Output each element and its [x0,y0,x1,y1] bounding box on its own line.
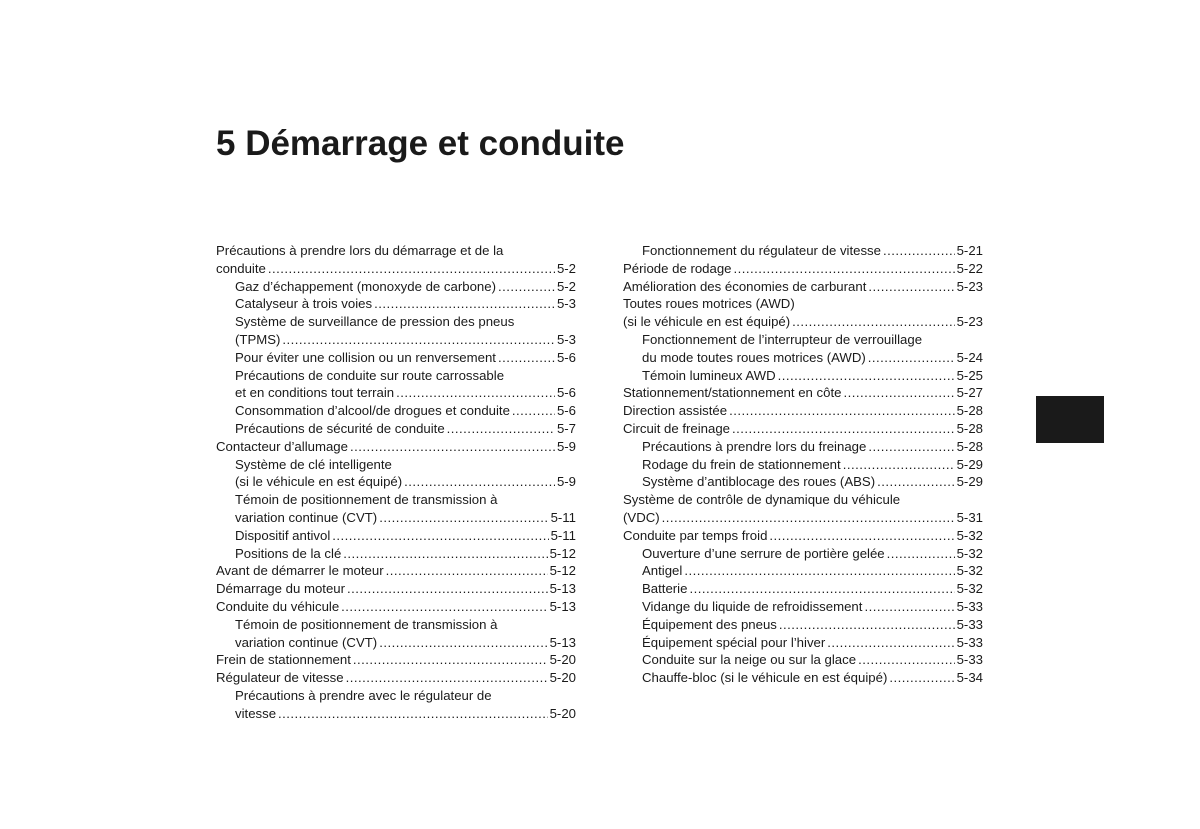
toc-entry-text: Fonctionnement de l’interrupteur de verrouillage [642,331,923,347]
toc-left-column [216,242,576,723]
toc-page-number: 5-11 [550,527,576,543]
dot-leader [729,402,955,420]
toc-page-number: 5-6 [556,385,576,401]
chapter-title: 5 Démarrage et conduite [216,124,625,163]
dot-leader [347,580,548,598]
dot-leader [350,438,555,456]
toc-entry[interactable] [623,456,983,474]
toc-entry-leader-line [216,669,576,687]
toc-entry-text: Équipement spécial pour l’hiver [642,634,826,650]
dot-leader [827,634,954,652]
dot-leader [447,420,555,438]
toc-entry-leader-line [235,634,576,652]
toc-page-number: 5-23 [956,278,983,294]
toc-entry-text: Circuit de freinage [623,420,731,436]
dot-leader [684,562,954,580]
toc-entry-leader-line [216,260,576,278]
toc-entry[interactable] [216,598,576,616]
toc-entry-text: Pour éviter une collision ou un renversement [235,349,496,365]
toc-entry-text: Rodage du frein de stationnement [642,456,841,472]
toc-entry[interactable] [216,402,576,420]
toc-entry[interactable] [623,242,983,260]
toc-page-number: 5-28 [956,403,983,419]
dot-leader [889,669,954,687]
dot-leader [341,598,547,616]
toc-entry-text: vitesse [235,705,277,721]
toc-entry-leader-line [235,545,576,563]
toc-page-number: 5-7 [556,420,576,436]
dot-leader [386,562,548,580]
toc-page-number: 5-12 [549,545,576,561]
toc-entry[interactable] [623,545,983,563]
toc-entry[interactable] [216,651,576,669]
toc-entry-leader-line [623,278,983,296]
dot-leader [883,242,955,260]
toc-entry-leader-line [216,562,576,580]
toc-entry[interactable] [623,295,983,331]
dot-leader [864,598,954,616]
toc-entry-text: Consommation d’alcool/de drogues et conduite [235,403,510,419]
dot-leader [498,278,555,296]
toc-entry-text: Conduite par temps froid [623,527,768,543]
toc-page-number: 5-13 [549,581,576,597]
toc-page-number: 5-23 [956,314,983,330]
toc-entry-leader-line [235,473,576,491]
toc-entry-text: Frein de stationnement [216,652,351,668]
dot-leader [778,367,955,385]
toc-page-number: 5-3 [556,331,576,347]
toc-entry-leader-line [623,420,983,438]
toc-page-number: 5-13 [549,598,576,614]
toc-entry[interactable] [623,651,983,669]
toc-entry-leader-line [623,260,983,278]
toc-entry-text: Stationnement/stationnement en côte [623,385,842,401]
toc-entry-text: Chauffe-bloc (si le véhicule en est équipé) [642,670,888,686]
toc-entry-text: Vidange du liquide de refroidissement [642,598,863,614]
toc-page-number: 5-3 [556,296,576,312]
toc-entry[interactable] [623,260,983,278]
toc-entry-text: Gaz d’échappement (monoxyde de carbone) [235,278,496,294]
toc-entry-leader-line [642,616,983,634]
dot-leader [868,349,955,367]
dot-leader [498,349,555,367]
toc-entry-text: (TPMS) [235,331,281,347]
chapter-thumb-tab [1036,396,1104,443]
dot-leader [332,527,548,545]
toc-page-number: 5-9 [556,438,576,454]
toc-entry-text: Conduite sur la neige ou sur la glace [642,652,857,668]
dot-leader [343,545,547,563]
toc-entry-leader-line [623,527,983,545]
toc-page-number: 5-13 [549,634,576,650]
toc-entry-text: variation continue (CVT) [235,509,378,525]
toc-page-number: 5-20 [549,670,576,686]
dot-leader [877,473,954,491]
toc-entry[interactable] [216,349,576,367]
toc-entry-text: Système de surveillance de pression des pneus [235,314,515,330]
toc-entry-leader-line [235,295,576,313]
toc-entry-leader-line [235,420,576,438]
toc-entry[interactable] [623,331,983,367]
toc-page-number: 5-12 [549,563,576,579]
toc-entry-leader-line [235,384,576,402]
dot-leader [379,509,548,527]
toc-entry[interactable] [216,580,576,598]
dot-leader [792,313,954,331]
toc-page-number: 5-21 [956,243,983,258]
toc-entry[interactable] [216,438,576,456]
dot-leader [268,260,555,278]
toc-entry[interactable] [216,278,576,296]
toc-page-number: 5-32 [956,581,983,597]
toc-entry-text: Ouverture d’une serrure de portière gelée [642,545,885,561]
toc-entry-text: Avant de démarrer le moteur [216,563,384,579]
dot-leader [868,438,954,456]
toc-entry[interactable] [623,438,983,456]
toc-page-number: 5-32 [956,527,983,543]
toc-entry-leader-line [235,527,576,545]
dot-leader [278,705,548,723]
toc-page-number: 5-34 [956,670,983,686]
toc-entry-leader-line [216,580,576,598]
toc-entry-text: Positions de la clé [235,545,342,561]
toc-entry-leader-line [642,349,983,367]
toc-entry[interactable] [216,242,576,278]
toc-page-number: 5-33 [956,634,983,650]
toc-entry-text: Démarrage du moteur [216,581,346,597]
toc-page-number: 5-33 [956,652,983,668]
toc-entry-leader-line [642,545,983,563]
toc-entry-text: du mode toutes roues motrices (AWD) [642,349,866,365]
dot-leader [379,634,547,652]
dot-leader [732,420,955,438]
toc-right-column [623,242,983,687]
toc-entry[interactable] [216,616,576,652]
dot-leader [689,580,954,598]
toc-page-number: 5-6 [556,403,576,419]
toc-entry-leader-line [623,402,983,420]
dot-leader [858,651,955,669]
toc-page-number: 5-27 [956,385,983,401]
toc-entry-text: variation continue (CVT) [235,634,378,650]
dot-leader [734,260,955,278]
dot-leader [868,278,954,296]
toc-entry[interactable] [623,402,983,420]
toc-entry-leader-line [642,242,983,260]
toc-entry-text: Batterie [642,581,688,597]
toc-entry[interactable] [623,473,983,491]
dot-leader [374,295,555,313]
toc-entry-leader-line [623,313,983,331]
toc-entry[interactable] [216,527,576,545]
toc-entry[interactable] [623,634,983,652]
toc-page-number: 5-33 [956,616,983,632]
dot-leader [282,331,555,349]
toc-entry-text: Toutes roues motrices (AWD) [623,296,795,312]
toc-entry-leader-line [216,651,576,669]
toc-page-number: 5-9 [556,474,576,490]
toc-page-number: 5-20 [549,652,576,668]
toc-entry-text: Antigel [642,563,683,579]
toc-entry-text: Direction assistée [623,403,728,419]
toc-entry-text: (VDC) [623,509,660,525]
dot-leader [662,509,955,527]
dot-leader [887,545,955,563]
toc-entry-text: Amélioration des économies de carburant [623,278,867,294]
toc-entry-leader-line [235,705,576,723]
dot-leader [779,616,955,634]
toc-entry-leader-line [623,384,983,402]
toc-entry-text: conduite [216,260,266,276]
toc-entry-text: Fonctionnement du régulateur de vitesse [642,243,881,258]
toc-entry-leader-line [235,402,576,420]
toc-entry[interactable] [216,669,576,687]
toc-page-number: 5-20 [549,705,576,721]
toc-entry[interactable] [216,545,576,563]
toc-entry-text: Dispositif antivol [235,527,331,543]
toc-entry[interactable] [216,491,576,527]
dot-leader [346,669,548,687]
toc-entry-text: (si le véhicule en est équipé) [623,314,791,330]
toc-entry-leader-line [235,349,576,367]
toc-entry-leader-line [642,562,983,580]
toc-entry-leader-line [642,438,983,456]
toc-entry-text: Précautions de sécurité de conduite [235,420,445,436]
toc-entry-leader-line [642,651,983,669]
toc-entry[interactable] [216,562,576,580]
toc-entry-text: Conduite du véhicule [216,598,340,614]
toc-entry[interactable] [623,562,983,580]
toc-entry-leader-line [642,634,983,652]
toc-entry[interactable] [623,580,983,598]
toc-page-number: 5-33 [956,598,983,614]
toc-entry[interactable] [623,384,983,402]
toc-entry[interactable] [623,491,983,527]
toc-entry-text: Précautions à prendre lors du démarrage et de la [216,243,504,258]
toc-page-number: 5-28 [956,420,983,436]
toc-entry-text: Système de contrôle de dynamique du véhicule [623,492,901,508]
toc-entry[interactable] [623,598,983,616]
toc-entry-text: (si le véhicule en est équipé) [235,474,403,490]
toc-page-number: 5-32 [956,563,983,579]
toc-page-number: 5-25 [956,367,983,383]
toc-page-number: 5-22 [956,260,983,276]
toc-entry-text: Témoin de positionnement de transmission à [235,492,498,508]
toc-entry-leader-line [235,509,576,527]
toc-entry-text: Période de rodage [623,260,732,276]
toc-page-number: 5-2 [556,278,576,294]
toc-entry-text: Témoin de positionnement de transmission à [235,616,498,632]
toc-entry[interactable] [623,669,983,687]
toc-page-number: 5-6 [556,349,576,365]
toc-entry-text: Équipement des pneus [642,616,777,632]
toc-entry[interactable] [216,313,576,349]
toc-page-number: 5-24 [956,349,983,365]
toc-entry-leader-line [216,438,576,456]
dot-leader [512,402,555,420]
toc-entry-text: Précautions de conduite sur route carrossable [235,367,505,383]
toc-entry-text: Système de clé intelligente [235,456,392,472]
toc-page-number: 5-31 [956,509,983,525]
toc-entry-text: Système d’antiblocage des roues (ABS) [642,474,876,490]
toc-entry[interactable] [623,616,983,634]
toc-entry[interactable] [623,527,983,545]
dot-leader [769,527,954,545]
toc-entry-leader-line [623,509,983,527]
toc-page-number: 5-29 [956,456,983,472]
toc-entry-leader-line [235,278,576,296]
toc-entry-text: Précautions à prendre avec le régulateur de [235,687,492,703]
toc-entry-leader-line [642,367,983,385]
toc-entry[interactable] [216,367,576,403]
toc-entry[interactable] [623,420,983,438]
toc-entry[interactable] [216,420,576,438]
toc-page-number: 5-28 [956,438,983,454]
toc-entry-leader-line [235,331,576,349]
toc-entry-leader-line [642,473,983,491]
toc-entry[interactable] [623,367,983,385]
toc-entry[interactable] [216,295,576,313]
toc-entry-text: et en conditions tout terrain [235,385,395,401]
toc-entry-text: Catalyseur à trois voies [235,296,373,312]
dot-leader [843,384,954,402]
toc-entry[interactable] [216,456,576,492]
dot-leader [396,384,555,402]
toc-entry-text: Précautions à prendre lors du freinage [642,438,867,454]
dot-leader [404,473,555,491]
toc-entry-text: Contacteur d’allumage [216,438,348,454]
toc-entry-leader-line [216,598,576,616]
toc-page-number: 5-11 [550,509,576,525]
toc-entry-leader-line [642,669,983,687]
toc-entry[interactable] [216,687,576,723]
dot-leader [353,651,548,669]
toc-entry[interactable] [623,278,983,296]
toc-page-number: 5-32 [956,545,983,561]
toc-entry-leader-line [642,456,983,474]
toc-page-number: 5-2 [556,260,576,276]
toc-page-number: 5-29 [956,474,983,490]
dot-leader [843,456,955,474]
toc-entry-text: Témoin lumineux AWD [642,367,776,383]
toc-entry-text: Régulateur de vitesse [216,670,344,686]
toc-entry-leader-line [642,598,983,616]
toc-entry-leader-line [642,580,983,598]
